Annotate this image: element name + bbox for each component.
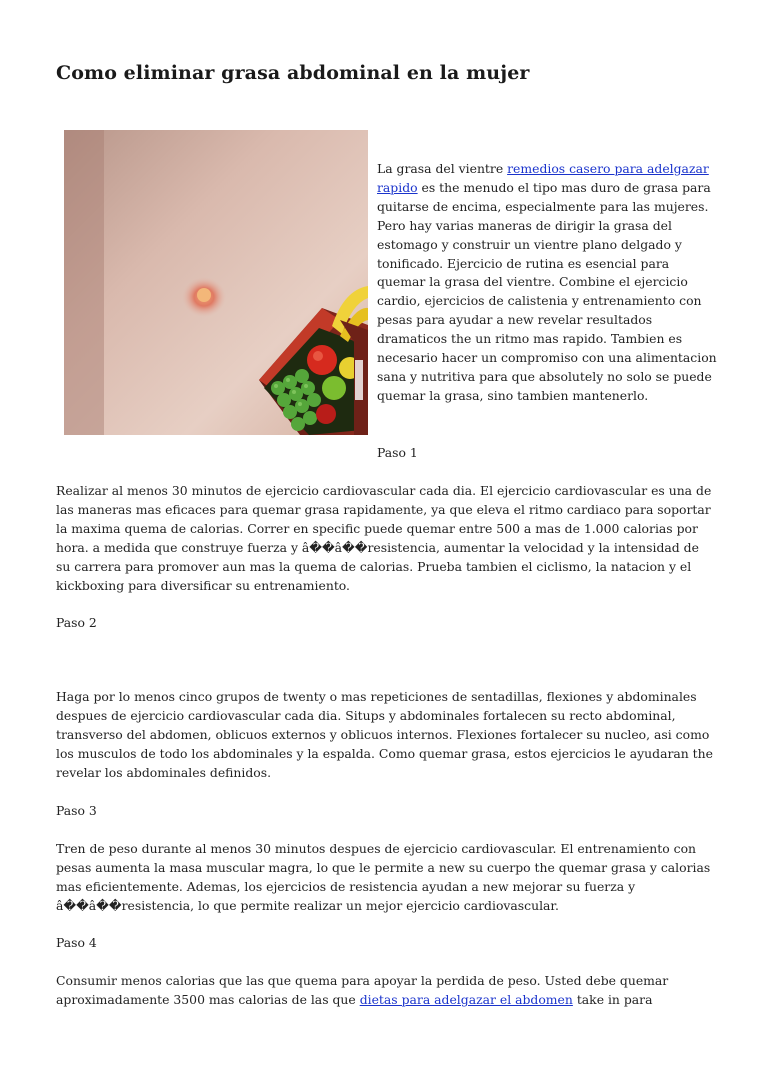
step-4-text-before-link: Consumir menos calorias que las que quema para apoyar la perdida de peso. Usted debe quemar aproximadamente 3500 mas calorias de las que [56, 973, 669, 1007]
belly-with-fruit-box-image [64, 130, 368, 435]
step-3-label: Paso 3 [56, 803, 97, 818]
step-1-label: Paso 1 [377, 445, 418, 460]
intro-paragraph [377, 160, 717, 406]
intro-text-after-link: es the menudo el tipo mas duro de grasa para quitarse de encima, especialmente para las mujeres. Pero hay varias maneras de dirigir la grasa del estomago y construir un vientre plano delgado y tonificado. Ejercicio de rutina es esencial para quemar la grasa del vientre. Combine el ejercicio cardio, ejercicios de calistenia y entrenamiento con pesas para ayudar a new revelar resultados dramaticos the un ritmo mas rapido. Tambien es necesario hacer un compromiso con una alimentacion sana y nutritiva para que absolutely no solo se puede quemar la grasa, sino tambien mantenerlo. [377, 179, 717, 403]
dietas-adelgazar-link[interactable]: dietas para adelgazar el abdomen [359, 991, 573, 1007]
step-4-label: Paso 4 [56, 935, 97, 950]
step-2-label: Paso 2 [56, 615, 97, 630]
step-2-paragraph: Haga por lo menos cinco grupos de twenty o mas repeticiones de sentadillas, flexiones y abdominales despues de ejercicio cardiovascular cada dia. Situps y abdominales fortalecen su recto abdominal, transverso del abdomen, oblicuos externos y oblicuos internos. Flexiones fortalecer su nucleo, asi como los musculos de todo los abdominales y la espalda. Como quemar grasa, estos ejercicios le ayudaran the revelar los abdominales definidos. [56, 689, 713, 780]
belly-fruit-image [64, 130, 368, 435]
step-1-paragraph: Realizar al menos 30 minutos de ejercicio cardiovascular cada dia. El ejercicio cardiovascular es una de las maneras mas eficaces para quemar grasa rapidamente, ya que eleva el ritmo cardiaco para soportar la maxima quema de calorias. Correr en specific puede quemar entre 500 a mas de 1.000 calorias por hora. a medida que construye fuerza y â��â��resistencia, aumentar la velocidad y la intensidad de su carrera para promover aun mas la quema de calorias. Prueba tambien el ciclismo, la natacion y el kickboxing para diversificar su entrenamiento. [56, 483, 712, 593]
step-3-paragraph: Tren de peso durante al menos 30 minutos despues de ejercicio cardiovascular. El entrenamiento con pesas aumenta la masa muscular magra, lo que le permite a new su cuerpo the quemar grasa y calorias mas eficientemente. Ademas, los ejercicios de resistencia ayudan a new mejorar su fuerza y â��â��resistencia, lo que permite realizar un mejor ejercicio cardiovascular. [56, 841, 711, 913]
page-title: Como eliminar grasa abdominal en la mujer [56, 62, 530, 84]
step-4-text-after-link: take in para [572, 991, 653, 1007]
step-4-paragraph [56, 972, 716, 1010]
remedios-casero-link[interactable]: remedios casero para adelgazar rapido [377, 161, 709, 195]
intro-text-before-link: La grasa del vientre [377, 161, 508, 176]
